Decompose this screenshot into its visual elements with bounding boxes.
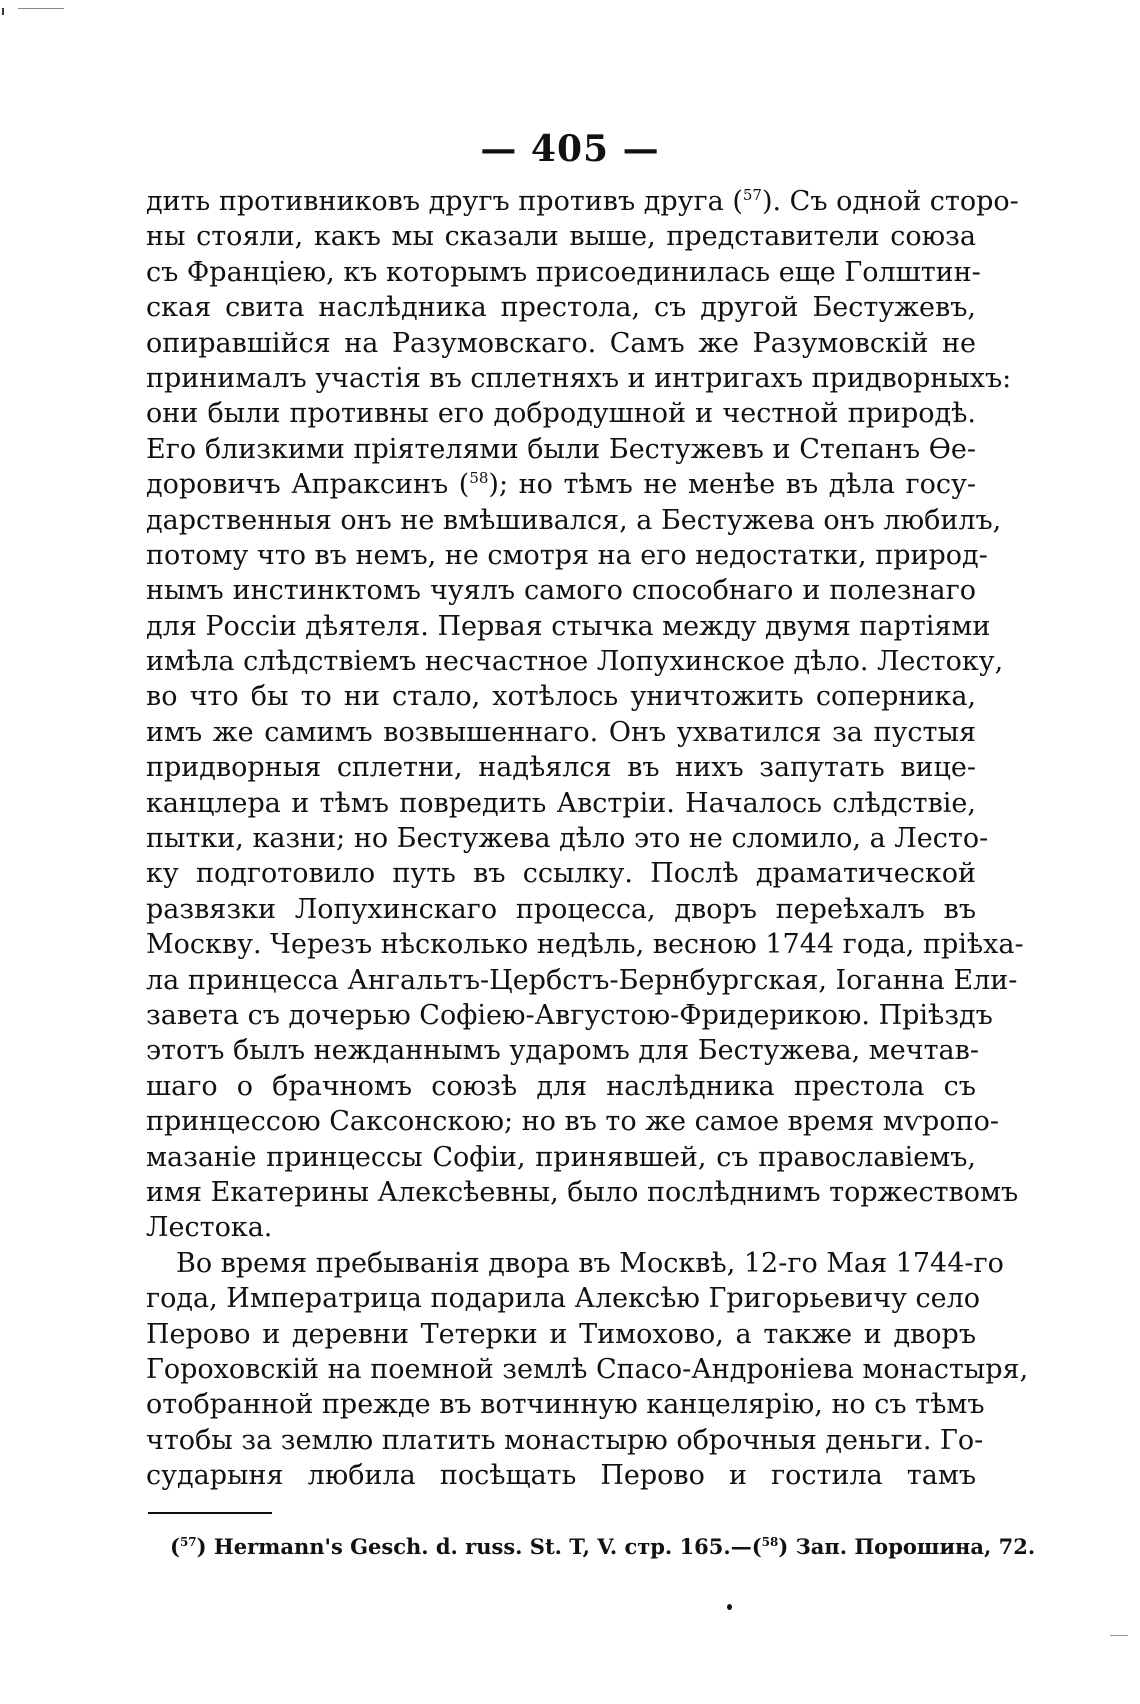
text-line: пытки, казни; но Бестужева дѣло это не сломило, а Лесто- — [146, 823, 989, 855]
text-line: имъ же самимъ возвышеннаго. Онъ ухватился за пустыя — [146, 716, 976, 748]
text-line: придворныя сплетни, надѣялся въ нихъ запутать вице- — [146, 752, 976, 784]
text-line: принцессою Саксонскою; но въ то же самое время мѵропо- — [146, 1106, 999, 1138]
footnote-marker: 58 — [761, 1535, 779, 1549]
text-line: они были противны его добродушной и честной природѣ. — [146, 398, 976, 430]
text-line: съ Франціею, къ которымъ присоединилась еще Голштин- — [146, 256, 981, 288]
footnote-ref[interactable]: 58 — [469, 469, 489, 488]
footnote-ref[interactable]: 57 — [742, 186, 762, 204]
text-line: потому что въ немъ, не смотря на его недостатки, природ- — [146, 539, 988, 571]
text-segment: доровичъ Апраксинъ ( — [146, 469, 470, 501]
scan-edge-line — [1110, 1635, 1128, 1636]
text-line: имѣла слѣдствіемъ несчастное Лопухинское дѣло. Лестоку, — [146, 646, 1004, 678]
text-line: развязки Лопухинскаго процесса, дворъ переѣхалъ въ — [146, 893, 976, 925]
text-line — [146, 184, 1019, 219]
page-number: — 405 — — [480, 128, 660, 170]
text-line: ны стояли, какъ мы сказали выше, представители союза — [146, 221, 976, 253]
footnote-text: ) Зап. Порошина, 72. — [778, 1534, 1036, 1559]
text-line: имя Екатерины Алексѣевны, было послѣднимъ торжествомъ — [146, 1176, 1019, 1208]
text-line: сударыня любила посѣщать Перово и гостила тамъ — [146, 1460, 976, 1492]
text-line: во что бы то ни стало, хотѣлось уничтожить соперника, — [146, 681, 976, 713]
footnotes — [170, 1532, 1036, 1562]
text-line: чтобы за землю платить монастырю оброчныя деньги. Го- — [146, 1424, 984, 1456]
text-line: Москву. Черезъ нѣсколько недѣль, весною 1744 года, пріѣха- — [146, 929, 1024, 961]
text-segment: дить противниковъ другъ противъ друга ( — [146, 186, 743, 217]
text-line: ку подготовило путь въ ссылку. Послѣ драматической — [146, 858, 976, 890]
text-line: канцлера и тѣмъ повредить Австріи. Началось слѣдствіе, — [146, 787, 976, 819]
text-line: дарственныя онъ не вмѣшивался, а Бестужева онъ любилъ, — [146, 504, 1002, 536]
footnote-marker: 57 — [179, 1535, 197, 1549]
text-segment: ); но тѣмъ не менѣе въ дѣла госу- — [488, 469, 976, 501]
text-line: этотъ былъ нежданнымъ ударомъ для Бестужева, мечтав- — [146, 1035, 979, 1067]
text-line: шаго о брачномъ союзѣ для наслѣдника престола съ — [146, 1070, 976, 1102]
text-line: Перово и деревни Тетерки и Тимохово, а также и дворъ — [146, 1318, 976, 1350]
text-line: мазаніе принцессы Софіи, принявшей, съ православіемъ, — [146, 1141, 976, 1173]
text-line — [146, 467, 976, 502]
text-line: Гороховскій на поемной землѣ Спасо-Андроніева монастыря, — [146, 1353, 1029, 1385]
ink-dot — [727, 1604, 732, 1610]
scan-edge-mark — [2, 8, 4, 15]
text-line: опиравшійся на Разумовскаго. Самъ же Разумовскій не — [146, 327, 976, 359]
text-line: ла принцесса Ангальтъ-Цербстъ-Бернбургская, Іоганна Ели- — [146, 964, 1018, 996]
footnote-separator — [148, 1512, 272, 1514]
text-line: ская свита наслѣдника престола, съ другой Бестужевъ, — [146, 292, 976, 324]
text-line: Его близкими пріятелями были Бестужевъ и Степанъ Ѳе- — [146, 433, 976, 465]
text-line: нымъ инстинктомъ чуялъ самого способнаго и полезнаго — [146, 575, 976, 607]
scan-edge-line — [18, 8, 64, 9]
text-segment: ). Съ одной сторо- — [761, 186, 1019, 217]
text-line: для Россіи дѣятеля. Первая стычка между двумя партіями — [146, 610, 991, 642]
text-line: года, Императрица подарила Алексѣю Григорьевичу село — [146, 1283, 981, 1315]
text-line: Лестока. — [146, 1212, 273, 1244]
text-line: завета съ дочерью Софіею-Августою-Фридерикою. Пріѣздъ — [146, 999, 993, 1031]
footnote-paren: ( — [170, 1534, 180, 1559]
text-line: принималъ участія въ сплетняхъ и интригахъ придворныхъ: — [146, 362, 1012, 394]
text-line: Во время пребыванія двора въ Москвѣ, 12-го Мая 1744-го — [176, 1247, 1004, 1279]
text-line: отобранной прежде въ вотчинную канцелярію, но съ тѣмъ — [146, 1389, 985, 1421]
body-text — [146, 184, 1029, 1493]
footnote-text: ) Hermann's Gesch. d. russ. St. T, V. стр. 165.—( — [196, 1534, 762, 1559]
